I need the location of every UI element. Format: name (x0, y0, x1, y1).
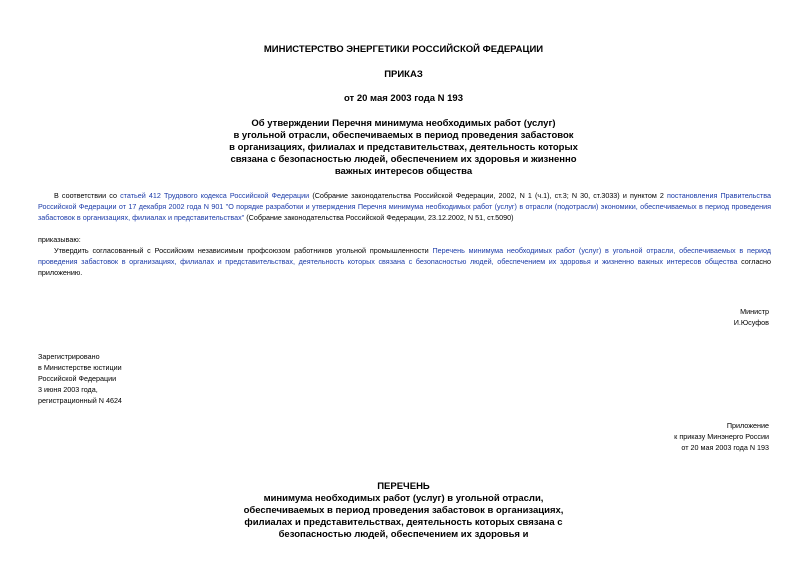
doc-type: ПРИКАЗ (384, 69, 423, 80)
order-text: согласно приложению. (38, 257, 771, 277)
registration-line: Российской Федерации (38, 374, 117, 383)
preamble-text: (Собрание законодательства Российской Федерации, 2002, N 1 (ч.1), ст.3; N 30, ст.3033) и пунктом 2 (309, 191, 667, 200)
signature-position: Министр (740, 307, 769, 316)
ministry-name: МИНИСТЕРСТВО ЭНЕРГЕТИКИ РОССИЙСКОЙ ФЕДЕРАЦИИ (263, 44, 544, 55)
order-title (0, 118, 807, 178)
registration-block (38, 351, 122, 406)
preamble-text: (Собрание законодательства Российской Федерации, 23.12.2002, N 51, ст.5090) (244, 213, 514, 222)
title-line: Об утверждении Перечня минимума необходимых работ (услуг) (251, 118, 556, 129)
order-paragraph (38, 234, 771, 278)
preamble-paragraph (38, 190, 771, 223)
labor-code-link[interactable]: статьей 412 Трудового кодекса Российской Федерации (120, 191, 310, 200)
title-line: в организациях, филиалах и представительствах, деятельность которых (229, 142, 578, 153)
registration-line: в Министерстве юстиции (38, 363, 122, 372)
list-link[interactable]: Перечень минимума необходимых работ (услуг) в угольной отрасли, обеспечиваемых в период проведения забастовок в организациях, филиалах и представительствах, деятельность которых связана с безопасностью людей, обеспечением их здоровья и жизненно важных интересов общества (38, 246, 771, 266)
prikazyvayu-label: приказываю: (38, 235, 81, 244)
list-title-line: обеспечиваемых в период проведения забастовок в организациях, (243, 505, 564, 516)
signature-name: И.Юсуфов (733, 318, 769, 327)
appendix-line: от 20 мая 2003 года N 193 (681, 443, 769, 452)
signature-block (734, 306, 769, 328)
list-title (0, 493, 807, 541)
appendix-line: к приказу Минэнерго России (674, 432, 769, 441)
title-line: важных интересов общества (334, 166, 473, 177)
title-line: связана с безопасностью людей, обеспечением их здоровья и жизненно (230, 154, 577, 165)
list-title-line: филиалах и представительствах, деятельность которых связана с (244, 517, 563, 528)
list-title-line: минимума необходимых работ (услуг) в угольной отрасли, (263, 493, 544, 504)
doc-date: от 20 мая 2003 года N 193 (343, 93, 464, 104)
preamble-text: В соответствии со (54, 191, 121, 200)
government-decree-link[interactable]: постановления Правительства Российской Федерации от 17 декабря 2002 года N 901 "О порядке разработки и утверждения Перечня минимума необходимых работ (услуг) в отрасли (подотрасли) экономики, обеспечиваемых в период проведения забастовок в организациях, филиалах и представительствах" (38, 191, 772, 222)
list-heading: ПЕРЕЧЕНЬ (377, 481, 430, 492)
appendix-line: Приложение (726, 421, 769, 430)
order-text: Утвердить согласованный с Российским независимым профсоюзом работников угольной промышленности (54, 246, 433, 255)
registration-line: Зарегистрировано (38, 352, 100, 361)
list-title-line: безопасностью людей, обеспечением их здоровья и (278, 529, 529, 540)
title-line: в угольной отрасли, обеспечиваемых в период проведения забастовок (233, 130, 574, 141)
registration-line: 3 июня 2003 года, (38, 385, 98, 394)
appendix-reference (674, 420, 769, 453)
registration-line: регистрационный N 4624 (38, 396, 122, 405)
